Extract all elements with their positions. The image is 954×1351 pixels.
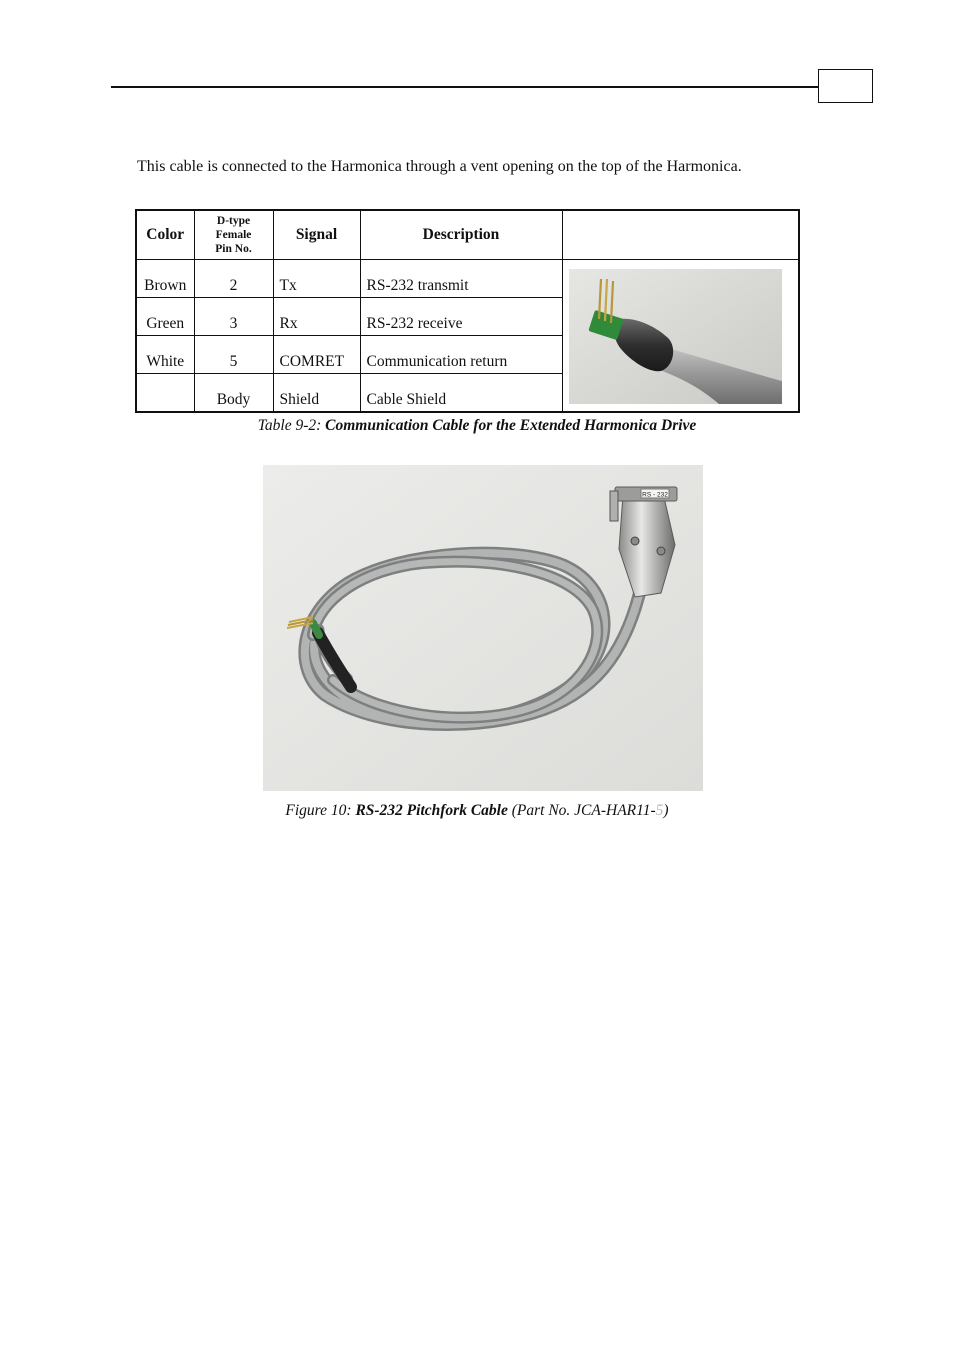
cell-pin: 3 xyxy=(194,298,273,336)
cell-description: Cable Shield xyxy=(360,374,562,413)
cell-description: RS-232 transmit xyxy=(360,260,562,298)
table-row xyxy=(136,260,799,298)
header-signal: Signal xyxy=(273,210,360,260)
connector-label: RS - 232 xyxy=(642,491,668,499)
cell-pin: 5 xyxy=(194,336,273,374)
rs232-pitchfork-cable-photo xyxy=(263,465,703,791)
cell-pin: Body xyxy=(194,374,273,413)
header-description: Description xyxy=(360,210,562,260)
cell-signal: Rx xyxy=(273,298,360,336)
cell-description: RS-232 receive xyxy=(360,298,562,336)
header-color: Color xyxy=(136,210,194,260)
table-caption: Table 9-2: Communication Cable for the Extended Harmonica Drive xyxy=(257,417,697,434)
cell-color: White xyxy=(136,336,194,374)
table-header-row xyxy=(136,210,799,260)
header-pin-no: D-type Female Pin No. xyxy=(194,210,273,260)
cell-color xyxy=(136,374,194,413)
communication-cable-table xyxy=(135,209,800,413)
figure-caption: Figure 10: RS-232 Pitchfork Cable (Part No. JCA-HAR11-5) xyxy=(285,802,669,819)
header-rule xyxy=(111,86,819,88)
pin-header-connector-photo xyxy=(569,269,782,404)
cell-color: Green xyxy=(136,298,194,336)
intro-paragraph: This cable is connected to the Harmonica through a vent opening on the top of the Harmonica. xyxy=(137,158,742,175)
cell-color: Brown xyxy=(136,260,194,298)
cell-signal: Shield xyxy=(273,374,360,413)
header-image xyxy=(562,210,799,260)
connector-photo-cell xyxy=(562,260,799,413)
cell-signal: Tx xyxy=(273,260,360,298)
page-number-box xyxy=(818,69,873,103)
cell-signal: COMRET xyxy=(273,336,360,374)
cell-pin: 2 xyxy=(194,260,273,298)
cell-description: Communication return xyxy=(360,336,562,374)
